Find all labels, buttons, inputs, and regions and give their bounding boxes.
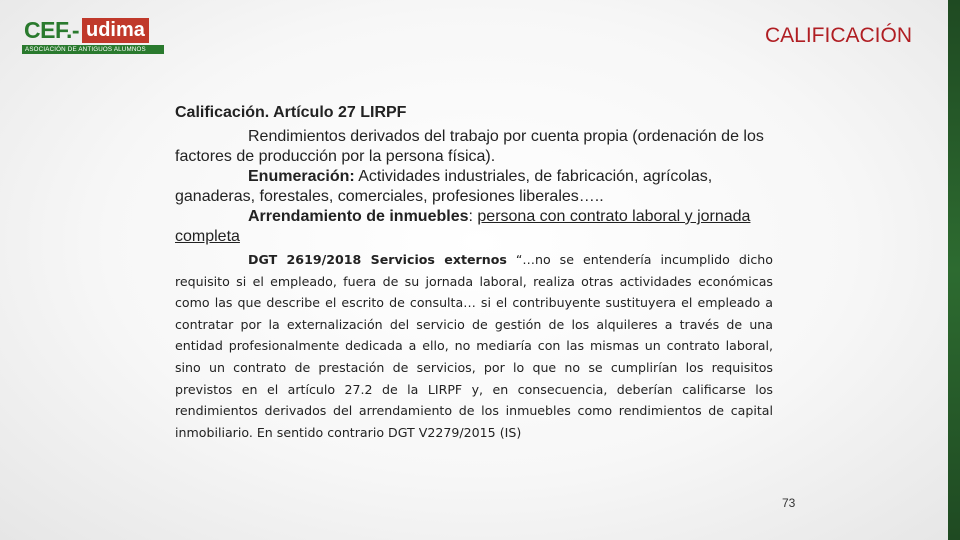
paragraph-rendimientos: Rendimientos derivados del trabajo por cuenta propia (ordenación de los factores de producción por la persona física). <box>175 128 764 165</box>
content-heading: Calificación. Artículo 27 LIRPF <box>175 104 407 121</box>
dgt-quote-text: “…no se entendería incumplido dicho requisito si el empleado, fuera de su jornada laboral, realiza otras actividades económicas como las que describe el escrito de consulta… si el contribuyente sustituyera el empleado a contratar por la externalización del servicio de gestión de los alquileres a través de una entidad profesionalmente dedicada a ello, no mediaría con las mismas un contrato laboral, sino un contrato de prestación de servicios, por lo que no se cumplirían los requisitos previstos en el artículo 27.2 de la LIRPF y, en consecuencia, deberían calificarse los rendimientos derivados del arrendamiento de los inmuebles como rendimientos de capital inmobiliario. En sentido contrario DGT V2279/2015 (IS) <box>175 252 773 440</box>
dgt-quote <box>175 249 773 443</box>
enumeracion-label: Enumeración: <box>248 168 355 185</box>
arrendamiento-label: Arrendamiento de inmuebles <box>248 208 469 225</box>
slide-content <box>175 103 773 443</box>
arrendamiento-colon: : <box>468 208 478 225</box>
page-number: 73 <box>782 496 796 510</box>
right-accent-bar <box>948 0 960 540</box>
paragraph-arrendamiento <box>175 207 773 247</box>
slide-title: CALIFICACIÓN <box>764 24 912 47</box>
paragraph-enumeracion <box>175 167 773 207</box>
arrendamiento-underlined-text: persona con contrato laboral y jornada completa <box>175 208 751 245</box>
enumeracion-text: Actividades industriales, de fabricación, agrícolas, ganaderas, forestales, comerciales, profesiones liberales….. <box>175 168 713 205</box>
logo-subtitle: ASOCIACIÓN DE ANTIGUOS ALUMNOS <box>22 45 164 54</box>
logo-udima-text: udima <box>82 18 149 43</box>
dgt-quote-label: DGT 2619/2018 Servicios externos <box>248 252 507 267</box>
logo <box>22 18 164 54</box>
logo-cef-text: CEF.- <box>24 17 79 43</box>
